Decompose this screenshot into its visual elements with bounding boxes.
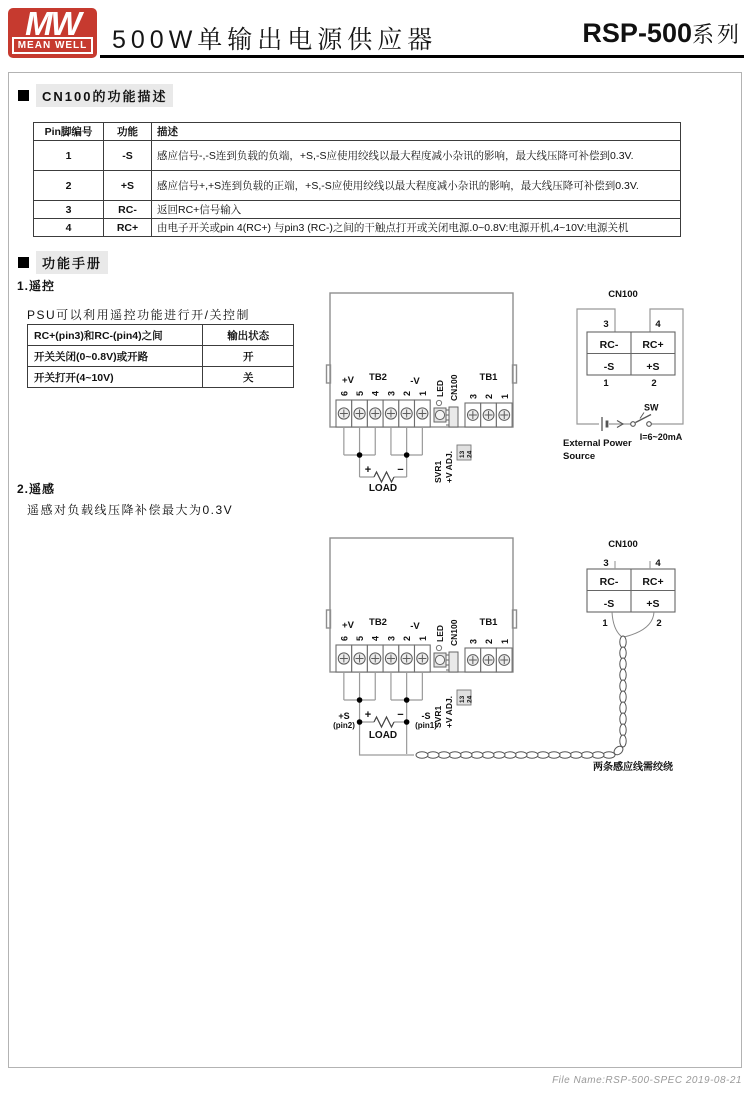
detail-pin1-label: 1 [602,618,608,629]
page-title: 500W单输出电源供应器 [112,26,438,54]
minus-v-label: -V [410,621,420,632]
cn100-pinout-row2: 24 [466,695,474,703]
sw-leader-line [640,413,644,419]
col-header-condition: RC+(pin3)和RC-(pin4)之间 [28,325,203,346]
load-label: LOAD [368,730,398,741]
remote-control-table [27,324,294,388]
tb1-pin-label: 3 [468,393,479,399]
tb1-screws [467,655,509,666]
cell-desc: 由电子开关或pin 4(RC+) 与pin3 (RC-)之间的干触点打开或关闭电源.0~0.8V:电源开机,4~10V:电源关机 [152,219,681,237]
plus-s-pin-label: (pin2) [333,721,355,730]
tb2-pin-label: 3 [386,390,397,396]
table-row [34,141,681,171]
led-indicator-icon [436,645,441,650]
tb2-pin-label: 1 [417,635,428,641]
led-label: LED [435,380,445,397]
load-minus-sign: − [397,464,404,476]
load-minus-sign: − [397,709,404,721]
cn100-connector-icon [449,652,458,672]
tb1-screws [467,410,509,421]
detail-rc-minus: RC- [599,576,619,588]
svr1-label: SVR1 [433,705,443,728]
tb2-pin-label: 3 [386,635,397,641]
cn100-pinout-row1: 13 [459,450,466,458]
tb2-pin-label: 4 [370,390,381,396]
black-square-bullet-icon [18,257,29,268]
tb1-pin-label: 2 [484,393,495,399]
table-row [34,201,681,219]
detail-pin1-label: 1 [603,378,609,389]
series-model: RSP-500 [582,18,692,48]
remote-sense-subtitle: 2.遥感 [17,482,56,496]
led-label: LED [435,625,445,642]
plus-s-label: +S [338,711,350,721]
cell-pin: 3 [34,201,104,219]
tb1-label: TB1 [479,617,498,628]
tb1-pin-label: 3 [468,638,479,644]
detail-rc-plus: RC+ [642,576,664,588]
plus-v-label: +V [342,620,354,631]
load-resistor-icon [374,472,394,482]
remote-control-wiring-diagram [322,283,746,498]
remote-control-desc: PSU可以利用遥控功能进行开/关控制 [27,308,251,322]
tb1-pin-label: 1 [499,393,510,399]
tb2-pin-label: 5 [355,390,365,396]
table-row [34,219,681,237]
table-row [28,367,294,388]
tb2-terminal-block [336,400,430,427]
detail-pin2-label: 2 [651,378,657,389]
section-heading-text: 功能手册 [36,251,108,274]
remote-sense-wiring-diagram [322,528,748,778]
remote-control-subtitle: 1.遥控 [17,279,56,293]
minus-s-pin-label: (pin1) [415,721,437,730]
external-power-label-2: Source [563,451,596,462]
sw-label: SW [644,402,659,413]
tb2-pin-label: 2 [402,390,413,396]
file-name-footer: File Name:RSP-500-SPEC 2019-08-21 [552,1075,742,1086]
cell-output: 关 [203,367,294,388]
table-row [28,346,294,367]
detail-s-minus: -S [603,598,615,610]
cell-func: -S [104,141,152,171]
logo-mw-text: MW [25,5,80,42]
cell-desc: 感应信号+,+S连到负载的正端，+S,-S应使用绞线以最大程度减小杂讯的影响，最大线压降可补偿到0.3V. [152,171,681,201]
led-indicator-icon [436,400,441,405]
tb2-label: TB2 [369,617,387,628]
series-suffix: 系列 [691,22,742,47]
table-header-row [28,325,294,346]
svr1-screw-icon [435,655,444,664]
cn100-detail-title: CN100 [608,539,638,550]
cn100-detail-title: CN100 [608,289,638,300]
sense-tap-dot [357,719,363,725]
sense-tap-dot [404,719,410,725]
battery-icon [602,417,607,431]
tb2-pin-label: 6 [339,635,350,641]
v-adj-label: +V ADJ. [444,695,454,728]
section-heading-text: CN100的功能描述 [36,84,173,107]
cell-desc: 感应信号-,-S连到负载的负端，+S,-S应使用绞线以最大程度减小杂讯的影响，最大线压降可补偿到0.3V. [152,141,681,171]
external-circuit-loop [577,309,683,424]
remote-sense-desc: 遥感对负载线压降补偿最大为0.3V [27,503,234,517]
tb1-label: TB1 [479,372,498,383]
current-label: I=6~20mA [639,432,683,442]
section-heading-cn100 [18,84,173,107]
cell-pin: 4 [34,219,104,237]
tb1-pin-label: 1 [499,638,510,644]
black-square-bullet-icon [18,90,29,101]
cell-func: +S [104,171,152,201]
detail-s-plus: +S [646,598,660,610]
twisted-note-label: 两条感应线需绞绕 [593,762,673,773]
cell-func: RC- [104,201,152,219]
detail-s-minus: -S [603,361,615,373]
logo-meanwell-text: MEAN WELL [12,37,93,54]
tb2-pin-label: 5 [355,635,365,641]
detail-pin4-label: 4 [655,558,661,569]
cell-condition: 开关打开(4~10V) [28,367,203,388]
load-plus-sign: + [364,709,372,721]
tb1-pin-label: 2 [484,638,495,644]
col-header-desc: 描述 [152,123,681,141]
v-adj-label: +V ADJ. [444,450,454,483]
detail-pin4-label: 4 [655,319,661,330]
external-power-label-1: External Power [563,438,632,449]
svr1-screw-icon [435,410,444,419]
detail-pin3-label: 3 [603,319,609,330]
junction-dot [357,452,363,458]
detail-pin3-label: 3 [603,558,609,569]
series-title [582,18,742,49]
cell-desc: 返回RC+信号输入 [152,201,681,219]
cn100-connector-icon [449,407,458,427]
meanwell-logo [8,5,97,58]
minus-v-label: -V [410,376,420,387]
cell-condition: 开关关闭(0~0.8V)或开路 [28,346,203,367]
section-heading-manual [18,251,108,274]
col-header-output: 输出状态 [203,325,294,346]
tb2-pin-label: 6 [339,390,350,396]
plus-v-label: +V [342,375,354,386]
detail-rc-plus: RC+ [642,339,664,351]
table-header-row [34,123,681,141]
sense-wire-split [612,612,654,637]
detail-pin2-label: 2 [656,618,662,629]
tb2-terminal-block [336,645,430,672]
col-header-func: 功能 [104,123,152,141]
cn100-label: CN100 [449,374,459,401]
detail-rc-minus: RC- [599,339,619,351]
minus-s-label: -S [421,711,431,721]
cn100-pinout-row1: 13 [459,695,466,703]
load-wiring [344,672,423,755]
svr1-label: SVR1 [433,460,443,483]
load-label: LOAD [368,483,398,494]
detail-s-plus: +S [646,361,660,373]
cell-pin: 2 [34,171,104,201]
tb2-label: TB2 [369,372,387,383]
cn100-function-table [33,122,681,237]
table-row [34,171,681,201]
tb2-pin-label: 4 [370,635,381,641]
col-header-pin: Pin脚编号 [34,123,104,141]
tb2-pin-label: 1 [417,390,428,396]
cell-func: RC+ [104,219,152,237]
cn100-pinout-row2: 24 [466,450,474,458]
junction-dot [404,697,410,703]
load-plus-sign: + [364,464,372,476]
load-wiring [344,427,423,477]
junction-dot [404,452,410,458]
cell-output: 开 [203,346,294,367]
junction-dot [357,697,363,703]
cn100-label: CN100 [449,619,459,646]
header-rule [100,55,744,58]
tb2-pin-label: 2 [402,635,413,641]
cell-pin: 1 [34,141,104,171]
load-resistor-icon [374,717,394,727]
